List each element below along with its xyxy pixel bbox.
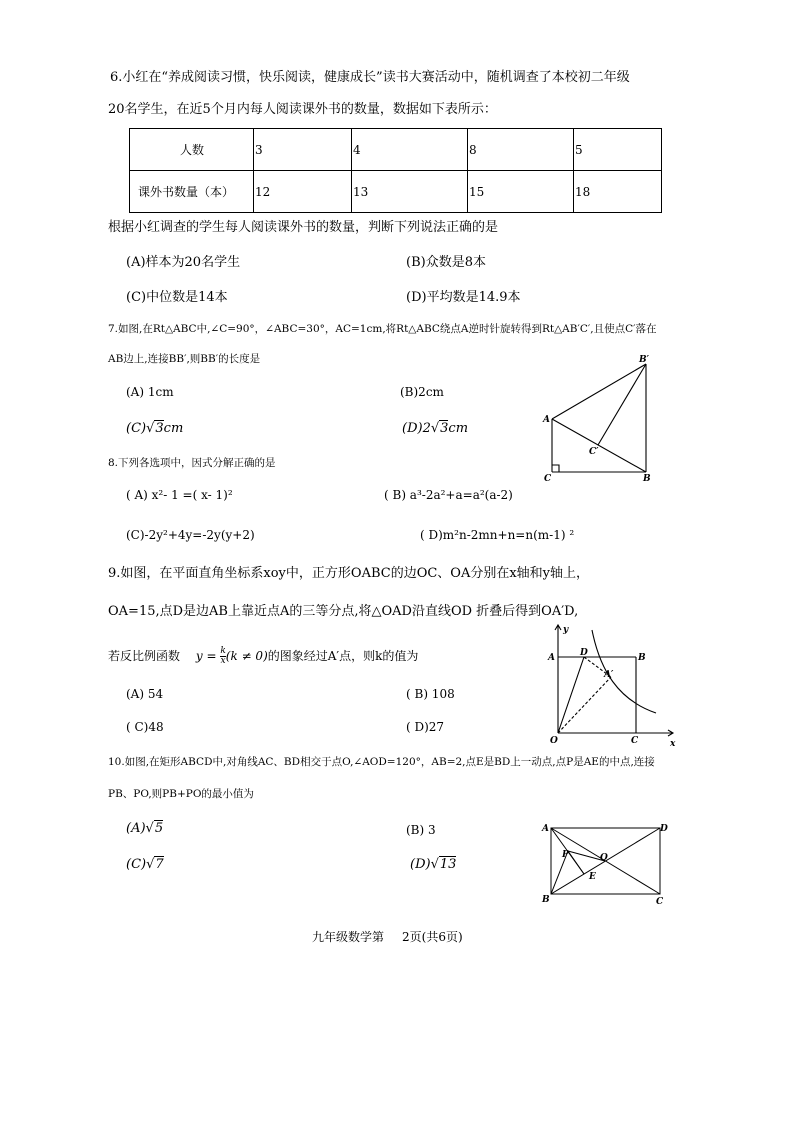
formula-y: y = — [195, 649, 217, 663]
table-row — [130, 171, 662, 213]
footer-page: 2页(共6页) — [402, 930, 463, 944]
q8-option-b[interactable]: ( B) a³-2a²+a=a²(a-2) — [384, 488, 513, 502]
table-cell: 3 — [254, 129, 352, 171]
q7-figure — [535, 350, 660, 485]
q10-option-a-prefix: (A) — [126, 821, 146, 836]
page-footer — [312, 928, 463, 945]
q6-option-c[interactable]: (C)中位数是14本 — [126, 290, 228, 305]
table-cell: 5 — [574, 129, 662, 171]
label-y: y — [563, 625, 569, 635]
q8-option-c[interactable]: (C)-2y²+4y=-2y(y+2) — [126, 528, 255, 542]
label-a: A — [548, 653, 555, 663]
q9-line3-post: 的图象经过A′点，则k的值为 — [267, 649, 419, 663]
row-label-people: 人数 — [130, 129, 254, 171]
sqrt-icon: √ — [146, 421, 155, 436]
q9-option-c[interactable]: ( C)48 — [126, 720, 164, 734]
q10-line2: PB、PO,则PB+PO的最小值为 — [108, 788, 254, 800]
row-label-books: 课外书数量（本） — [130, 171, 254, 213]
q9-option-b[interactable]: ( B) 108 — [406, 687, 455, 701]
q6-question: 根据小红调查的学生每人阅读课外书的数量，判断下列说法正确的是 — [108, 220, 499, 235]
segment-oa1 — [558, 677, 611, 733]
label-b: B — [638, 653, 646, 663]
q10-option-c[interactable] — [126, 857, 164, 872]
table-cell: 8 — [468, 129, 574, 171]
label-c: C — [631, 736, 639, 746]
q10-option-d-prefix: (D) — [410, 857, 431, 872]
q9-line3 — [108, 647, 418, 666]
q7-option-b[interactable]: (B)2cm — [400, 385, 444, 399]
table-cell: 13 — [352, 171, 468, 213]
q7-option-d-prefix: (D)2 — [402, 421, 431, 436]
q8-option-a[interactable]: ( A) x²- 1 =( x- 1)² — [126, 488, 233, 502]
q10-option-b[interactable]: (B) 3 — [406, 823, 436, 837]
q10-option-c-prefix: (C) — [126, 857, 147, 872]
label-b: B — [643, 474, 651, 484]
q9-line1: 9.如图，在平面直角坐标系xoy中，正方形OABC的边OC、OA分别在x轴和y轴上， — [108, 566, 590, 581]
q7-option-c-unit: cm — [163, 421, 184, 436]
q10-figure — [538, 818, 673, 908]
label-a: A — [543, 415, 550, 425]
right-angle-mark — [552, 465, 559, 472]
table-cell: 4 — [352, 129, 468, 171]
q7-option-c[interactable] — [126, 421, 183, 436]
q9-option-a[interactable]: (A) 54 — [126, 687, 164, 701]
label-a1: A′ — [604, 670, 614, 680]
q6-option-d[interactable]: (D)平均数是14.9本 — [406, 290, 521, 305]
label-o: O — [550, 736, 558, 746]
label-a: A — [542, 824, 549, 834]
table-cell: 18 — [574, 171, 662, 213]
hyperbola-curve — [592, 630, 656, 713]
q6-option-b[interactable]: (B)众数是8本 — [406, 255, 486, 270]
q7-option-d-unit: cm — [448, 421, 469, 436]
q7-option-a[interactable]: (A) 1cm — [126, 385, 174, 399]
label-d: D — [660, 824, 668, 834]
sqrt-icon: √ — [146, 857, 155, 872]
table-row — [130, 129, 662, 171]
formula-denominator: x — [220, 656, 226, 666]
q10-option-d[interactable] — [410, 857, 456, 872]
q10-option-a-radicand: 5 — [154, 821, 164, 836]
q10-option-a[interactable] — [126, 821, 163, 836]
q10-option-c-radicand: 7 — [155, 857, 164, 872]
label-c: C — [656, 897, 664, 907]
label-c1: C′ — [589, 447, 599, 457]
q9-option-d[interactable]: ( D)27 — [406, 720, 445, 734]
q7-option-c-radicand: 3 — [155, 421, 164, 436]
q10-option-d-radicand: 13 — [439, 857, 457, 872]
table-cell: 15 — [468, 171, 574, 213]
table-cell: 12 — [254, 171, 352, 213]
segment-b1c1 — [598, 364, 646, 445]
footer-text: 九年级数学第 — [312, 930, 385, 944]
segment-ab — [552, 419, 646, 472]
label-c: C — [544, 474, 552, 484]
sqrt-icon: √ — [430, 421, 440, 436]
label-x: x — [670, 739, 676, 749]
label-d: D — [580, 648, 588, 658]
q10-line1: 10.如图,在矩形ABCD中,对角线AC、BD相交于点O,∠AOD=120°，AB=2,点E是BD上一动点,点P是AE的中点,连接 — [108, 756, 655, 768]
segment-od — [558, 657, 584, 733]
q8-option-d[interactable]: ( D)m²n-2mn+n=n(m-1) ² — [420, 528, 575, 542]
q6-line1: 6.小红在“养成阅读习惯，快乐阅读，健康成长”读书大赛活动中，随机调查了本校初二年级 — [110, 70, 630, 85]
q7-option-d[interactable] — [402, 421, 468, 436]
formula-numerator: k — [220, 646, 226, 656]
segment-ab1 — [552, 364, 646, 419]
sqrt-icon: √ — [430, 857, 439, 872]
q6-line2: 20名学生，在近5个月内每人阅读课外书的数量，数据如下表所示： — [108, 102, 497, 117]
label-b: B — [542, 895, 550, 905]
label-o: O — [600, 853, 608, 863]
q6-table — [129, 128, 662, 213]
q8-question: 8.下列各选项中，因式分解正确的是 — [108, 457, 276, 469]
q7-line1: 7.如图,在Rt△ABC中,∠C=90°，∠ABC=30°，AC=1cm,将Rt△ABC绕点A逆时针旋转得到Rt△AB′C′,且使点C′落在 — [108, 323, 657, 335]
label-b1: B′ — [639, 355, 649, 365]
formula-condition: (k ≠ 0) — [225, 649, 268, 663]
sqrt-icon: √ — [145, 821, 154, 836]
q7-option-d-radicand: 3 — [440, 421, 449, 436]
q9-formula — [196, 647, 268, 666]
q7-line2: AB边上,连接BB′,则BB′的长度是 — [108, 353, 261, 365]
q9-figure — [538, 620, 683, 752]
q6-option-a[interactable]: (A)样本为20名学生 — [126, 255, 241, 270]
q9-line3-pre: 若反比例函数 — [108, 649, 181, 663]
q9-line2: OA=15,点D是边AB上靠近点A的三等分点,将△OAD沿直线OD 折叠后得到OA′D, — [108, 604, 579, 619]
q7-option-c-prefix: (C) — [126, 421, 147, 436]
label-e: E — [589, 872, 596, 882]
label-p: P — [562, 850, 569, 860]
